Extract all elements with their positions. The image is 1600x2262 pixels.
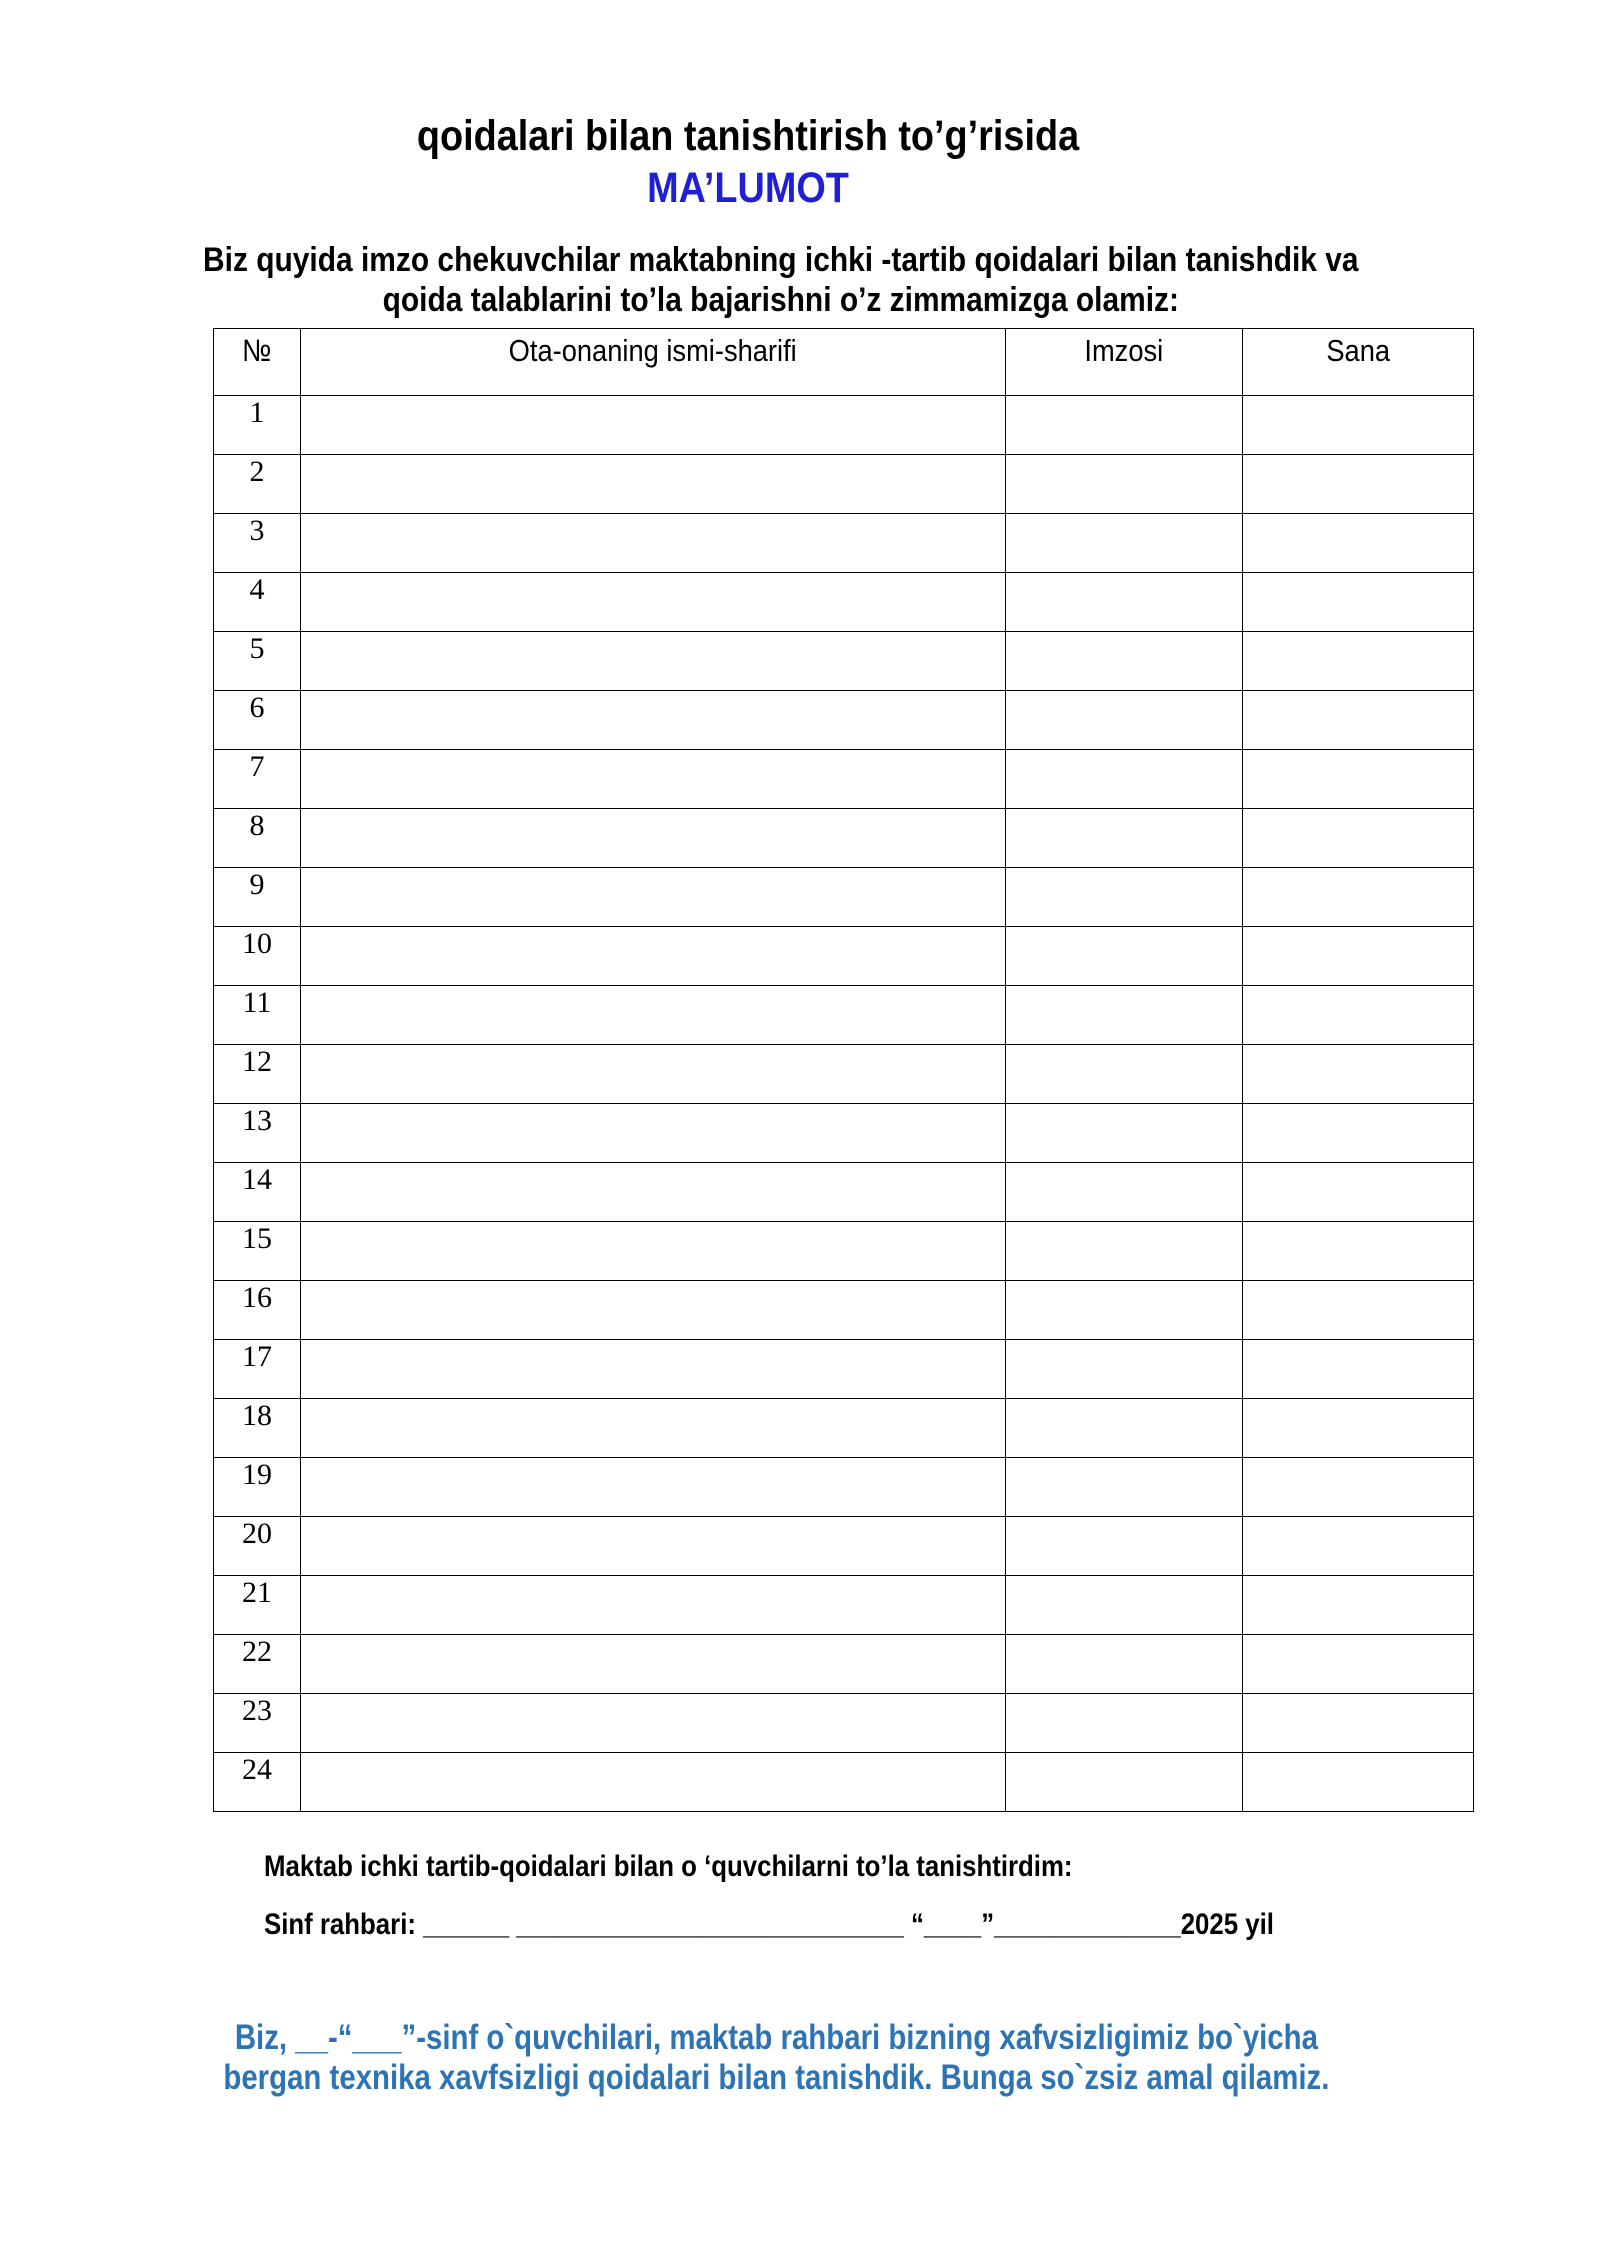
table-row (214, 809, 1474, 868)
signature-cell[interactable] (1006, 1753, 1243, 1812)
table-row (214, 868, 1474, 927)
row-number: 17 (214, 1340, 301, 1399)
signature-cell[interactable] (1006, 514, 1243, 573)
date-cell[interactable] (1243, 1163, 1474, 1222)
date-cell[interactable] (1243, 986, 1474, 1045)
row-number: 23 (214, 1694, 301, 1753)
teacher-statement: Maktab ichki tartib-qoidalari bilan o ‘quvchilarni to’la tanishtirdim: (264, 1850, 1073, 1883)
safety-note (180, 2018, 1373, 2098)
row-number: 6 (214, 691, 301, 750)
intro-statement: Biz quyida imzo chekuvchilar maktabning ichki -tartib qoidalari bilan tanishdik va qoida talablarini to’la bajarishni o’z zimmamizga olamiz: (203, 241, 1359, 319)
header-date: Sana (1243, 329, 1474, 396)
name-cell[interactable] (301, 1694, 1006, 1753)
signature-cell[interactable] (1006, 1458, 1243, 1517)
date-cell[interactable] (1243, 1576, 1474, 1635)
signature-cell[interactable] (1006, 396, 1243, 455)
table-row (214, 1222, 1474, 1281)
signature-cell[interactable] (1006, 1517, 1243, 1576)
safety-note-line1: Biz, __-“___”-sinf o`quvchilari, maktab rahbari bizning xafvsizligimiz bo`yicha (234, 2018, 1318, 2057)
name-cell[interactable] (301, 1635, 1006, 1694)
header-number: № (214, 329, 301, 396)
table-row (214, 1635, 1474, 1694)
row-number: 16 (214, 1281, 301, 1340)
table-body (214, 396, 1474, 1812)
signature-cell[interactable] (1006, 455, 1243, 514)
date-cell[interactable] (1243, 632, 1474, 691)
name-cell[interactable] (301, 691, 1006, 750)
date-cell[interactable] (1243, 1635, 1474, 1694)
table-row (214, 1576, 1474, 1635)
signature-cell[interactable] (1006, 1635, 1243, 1694)
table-row (214, 514, 1474, 573)
row-number: 19 (214, 1458, 301, 1517)
table-row (214, 1163, 1474, 1222)
date-cell[interactable] (1243, 1753, 1474, 1812)
name-cell[interactable] (301, 1281, 1006, 1340)
signature-cell[interactable] (1006, 809, 1243, 868)
date-cell[interactable] (1243, 1694, 1474, 1753)
signature-cell[interactable] (1006, 927, 1243, 986)
row-number: 4 (214, 573, 301, 632)
table-row (214, 1281, 1474, 1340)
document-title: qoidalari bilan tanishtirish to’g’risida (416, 112, 1080, 160)
signature-cell[interactable] (1006, 1576, 1243, 1635)
row-number: 24 (214, 1753, 301, 1812)
name-cell[interactable] (301, 1753, 1006, 1812)
header-signature: Imzosi (1006, 329, 1243, 396)
row-number: 9 (214, 868, 301, 927)
row-number: 18 (214, 1399, 301, 1458)
header-parent-name: Ota-onaning ismi-sharifi (301, 329, 1006, 396)
row-number: 20 (214, 1517, 301, 1576)
table-row (214, 573, 1474, 632)
date-cell[interactable] (1243, 750, 1474, 809)
date-cell[interactable] (1243, 1340, 1474, 1399)
name-cell[interactable] (301, 1458, 1006, 1517)
name-cell[interactable] (301, 1340, 1006, 1399)
table-header-row (214, 329, 1474, 396)
signature-cell[interactable] (1006, 1281, 1243, 1340)
signature-cell[interactable] (1006, 1045, 1243, 1104)
date-cell[interactable] (1243, 573, 1474, 632)
name-cell[interactable] (301, 1163, 1006, 1222)
table-row (214, 1340, 1474, 1399)
row-number: 11 (214, 986, 301, 1045)
date-cell[interactable] (1243, 927, 1474, 986)
name-cell[interactable] (301, 809, 1006, 868)
row-number: 8 (214, 809, 301, 868)
teacher-signature-line: Sinf rahbari: ______ ___________________________ “____”_____________2025 yil (264, 1908, 1274, 1941)
row-number: 3 (214, 514, 301, 573)
date-cell[interactable] (1243, 868, 1474, 927)
date-cell[interactable] (1243, 514, 1474, 573)
name-cell[interactable] (301, 514, 1006, 573)
table-row (214, 632, 1474, 691)
row-number: 15 (214, 1222, 301, 1281)
signature-cell[interactable] (1006, 1340, 1243, 1399)
row-number: 14 (214, 1163, 301, 1222)
name-cell[interactable] (301, 927, 1006, 986)
signature-cell[interactable] (1006, 573, 1243, 632)
signature-cell[interactable] (1006, 750, 1243, 809)
date-cell[interactable] (1243, 1517, 1474, 1576)
date-cell[interactable] (1243, 1399, 1474, 1458)
name-cell[interactable] (301, 986, 1006, 1045)
row-number: 7 (214, 750, 301, 809)
date-cell[interactable] (1243, 691, 1474, 750)
date-cell[interactable] (1243, 1281, 1474, 1340)
name-cell[interactable] (301, 1045, 1006, 1104)
table-row (214, 1045, 1474, 1104)
table-row (214, 1753, 1474, 1812)
signature-cell[interactable] (1006, 1222, 1243, 1281)
name-cell[interactable] (301, 632, 1006, 691)
name-cell[interactable] (301, 1104, 1006, 1163)
signature-cell[interactable] (1006, 632, 1243, 691)
table-row (214, 750, 1474, 809)
date-cell[interactable] (1243, 1458, 1474, 1517)
table-row (214, 691, 1474, 750)
row-number: 2 (214, 455, 301, 514)
date-cell[interactable] (1243, 396, 1474, 455)
row-number: 10 (214, 927, 301, 986)
name-cell[interactable] (301, 1222, 1006, 1281)
date-cell[interactable] (1243, 1045, 1474, 1104)
name-cell[interactable] (301, 573, 1006, 632)
row-number: 22 (214, 1635, 301, 1694)
table-row (214, 1458, 1474, 1517)
name-cell[interactable] (301, 1576, 1006, 1635)
name-cell[interactable] (301, 455, 1006, 514)
row-number: 13 (214, 1104, 301, 1163)
table-row (214, 927, 1474, 986)
table-row (214, 1104, 1474, 1163)
row-number: 12 (214, 1045, 301, 1104)
date-cell[interactable] (1243, 809, 1474, 868)
signature-cell[interactable] (1006, 986, 1243, 1045)
signature-table (213, 328, 1474, 1812)
date-cell[interactable] (1243, 1222, 1474, 1281)
name-cell[interactable] (301, 868, 1006, 927)
table-row (214, 455, 1474, 514)
signature-cell[interactable] (1006, 1694, 1243, 1753)
table-row (214, 1694, 1474, 1753)
row-number: 5 (214, 632, 301, 691)
signature-cell[interactable] (1006, 1163, 1243, 1222)
signature-cell[interactable] (1006, 868, 1243, 927)
date-cell[interactable] (1243, 455, 1474, 514)
name-cell[interactable] (301, 1399, 1006, 1458)
signature-cell[interactable] (1006, 1399, 1243, 1458)
table-row (214, 1399, 1474, 1458)
date-cell[interactable] (1243, 1104, 1474, 1163)
table-row (214, 986, 1474, 1045)
name-cell[interactable] (301, 396, 1006, 455)
name-cell[interactable] (301, 1517, 1006, 1576)
table-row (214, 1517, 1474, 1576)
signature-cell[interactable] (1006, 1104, 1243, 1163)
name-cell[interactable] (301, 750, 1006, 809)
row-number: 1 (214, 396, 301, 455)
document-heading: MA’LUMOT (647, 164, 849, 212)
row-number: 21 (214, 1576, 301, 1635)
signature-cell[interactable] (1006, 691, 1243, 750)
safety-note-line2: bergan texnika xavfsizligi qoidalari bilan tanishdik. Bunga so`zsiz amal qilamiz. (223, 2058, 1330, 2097)
table-row (214, 396, 1474, 455)
